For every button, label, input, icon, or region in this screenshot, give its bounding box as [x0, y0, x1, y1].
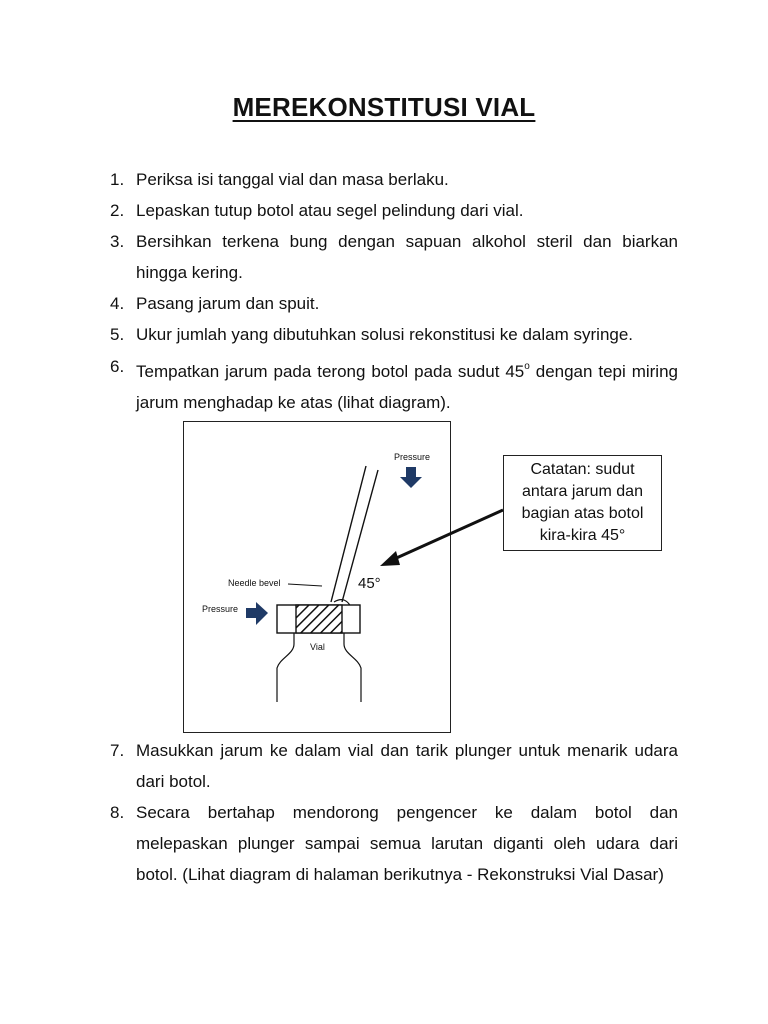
vial-body-right: [344, 633, 361, 702]
step-text: Periksa isi tanggal vial dan masa berlaku.: [136, 170, 449, 189]
step-text: Lepaskan tutup botol atau segel pelindung dari vial.: [136, 201, 524, 220]
callout-note: [503, 455, 662, 551]
step-number: 5.: [110, 325, 125, 344]
step-text: Secara bertahap mendorong pengencer ke dalam botol dan melepaskan plunger sampai semua larutan diganti oleh udara dari botol. (Lihat diagram di halaman berikutnya - Rekonstruksi Vial Dasar): [136, 803, 678, 884]
step-text-part: Tempatkan jarum pada terong botol pada sudut 45: [136, 362, 525, 381]
degree-sign: o: [524, 361, 530, 372]
step-number: 8.: [110, 803, 125, 822]
page-title: MEREKONSTITUSI VIAL: [232, 92, 536, 122]
vial-stopper: [296, 605, 342, 633]
step-number: 7.: [110, 741, 125, 760]
step-number: 1.: [110, 170, 125, 189]
vial-label: Vial: [310, 642, 325, 652]
pressure-label-left: Pressure: [202, 604, 239, 614]
note-line: bagian atas botol: [521, 505, 644, 522]
step-text-part: dengan tepi miring jarum menghadap ke atas (lihat diagram).: [136, 362, 678, 412]
step-text: Masukkan jarum ke dalam vial dan tarik plunger untuk menarik udara dari botol.: [136, 741, 678, 791]
angle-label: 45°: [358, 575, 381, 592]
step-text: Pasang jarum dan spuit.: [136, 294, 320, 313]
pressure-arrow-right-icon: [246, 602, 268, 625]
step-text: [136, 351, 678, 418]
step-text: Ukur jumlah yang dibutuhkan solusi rekonstitusi ke dalam syringe.: [136, 325, 634, 344]
step-number: 2.: [110, 201, 125, 220]
step-number: 4.: [110, 294, 125, 313]
note-line: kira-kira 45°: [539, 527, 626, 544]
vial-diagram-drawing: [184, 422, 452, 734]
pressure-arrow-down-icon: [400, 467, 422, 488]
vial-diagram: [183, 421, 451, 733]
pressure-label-top: Pressure: [394, 452, 431, 462]
note-line: antara jarum dan: [522, 483, 643, 500]
step-text: Bersihkan terkena bung dengan sapuan alkohol steril dan biarkan hingga kering.: [136, 232, 678, 282]
needle-bevel-label: Needle bevel: [228, 578, 281, 588]
vial-body-left: [277, 633, 294, 702]
step-number: 6.: [110, 357, 125, 376]
note-line: Catatan: sudut: [530, 461, 635, 478]
bevel-leader: [288, 584, 322, 586]
step-number: 3.: [110, 232, 125, 251]
